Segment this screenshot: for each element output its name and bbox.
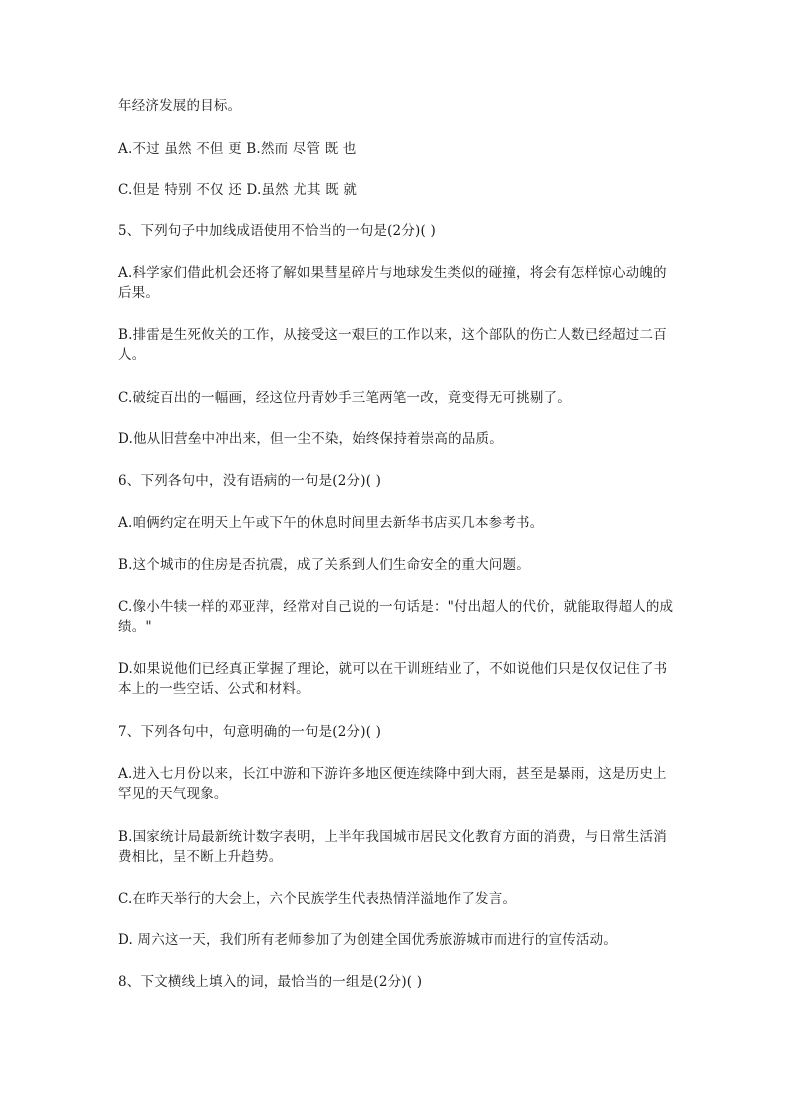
- q5-option-c: C.破绽百出的一幅画，经这位丹青妙手三笔两笔一改，竟变得无可挑剔了。: [118, 390, 571, 406]
- question-7-title: 7、下列各句中，句意明确的一句是(2分)( ): [118, 724, 382, 740]
- q6-option-c: C.像小牛犊一样的邓亚萍，经常对自己说的一句话是："付出超人的代价，就能取得超人的成绩。": [118, 599, 674, 635]
- q6-option-b: B.这个城市的住房是否抗震，成了关系到人们生命安全的重大问题。: [118, 557, 530, 573]
- q7-option-c: C.在昨天举行的大会上，六个民族学生代表热情洋溢地作了发言。: [118, 891, 517, 907]
- q7-option-b: B.国家统计局最新统计数字表明，上半年我国城市居民文化教育方面的消费，与日常生活消费相比，呈不断上升趋势。: [118, 829, 667, 865]
- question-8-title: 8、下文横线上填入的词，最恰当的一组是(2分)( ): [118, 974, 423, 990]
- q5-option-d: D.他从旧营垒中冲出来，但一尘不染，始终保持着崇高的品质。: [118, 431, 503, 447]
- q7-option-a: A.进入七月份以来，长江中游和下游许多地区便连续降中到大雨，甚至是暴雨，这是历史上罕见的天气现象。: [118, 766, 667, 802]
- q7-option-d: D. 周六这一天，我们所有老师参加了为创建全国优秀旅游城市而进行的宣传活动。: [118, 932, 618, 948]
- q4-options-ab: A.不过 虽然 不但 更 B.然而 尽管 既 也: [118, 141, 357, 157]
- question-5-title: 5、下列句子中加线成语使用不恰当的一句是(2分)( ): [118, 223, 436, 239]
- q6-option-a: A.咱俩约定在明天上午或下午的休息时间里去新华书店买几本参考书。: [118, 515, 544, 531]
- q5-option-b: B.排雷是生死攸关的工作，从接受这一艰巨的工作以来，这个部队的伤亡人数已经超过二百人。: [118, 327, 667, 363]
- q4-options-cd: C.但是 特别 不仅 还 D.虽然 尤其 既 就: [118, 182, 358, 198]
- paragraph-continuation: 年经济发展的目标。: [118, 98, 242, 114]
- question-6-title: 6、下列各句中，没有语病的一句是(2分)( ): [118, 473, 382, 489]
- q5-option-a: A.科学家们借此机会还将了解如果彗星碎片与地球发生类似的碰撞，将会有怎样惊心动魄的后果。: [118, 265, 667, 301]
- q6-option-d: D.如果说他们已经真正掌握了理论，就可以在干训班结业了，不如说他们只是仅仅记住了书本上的一些空话、公式和材料。: [118, 661, 668, 697]
